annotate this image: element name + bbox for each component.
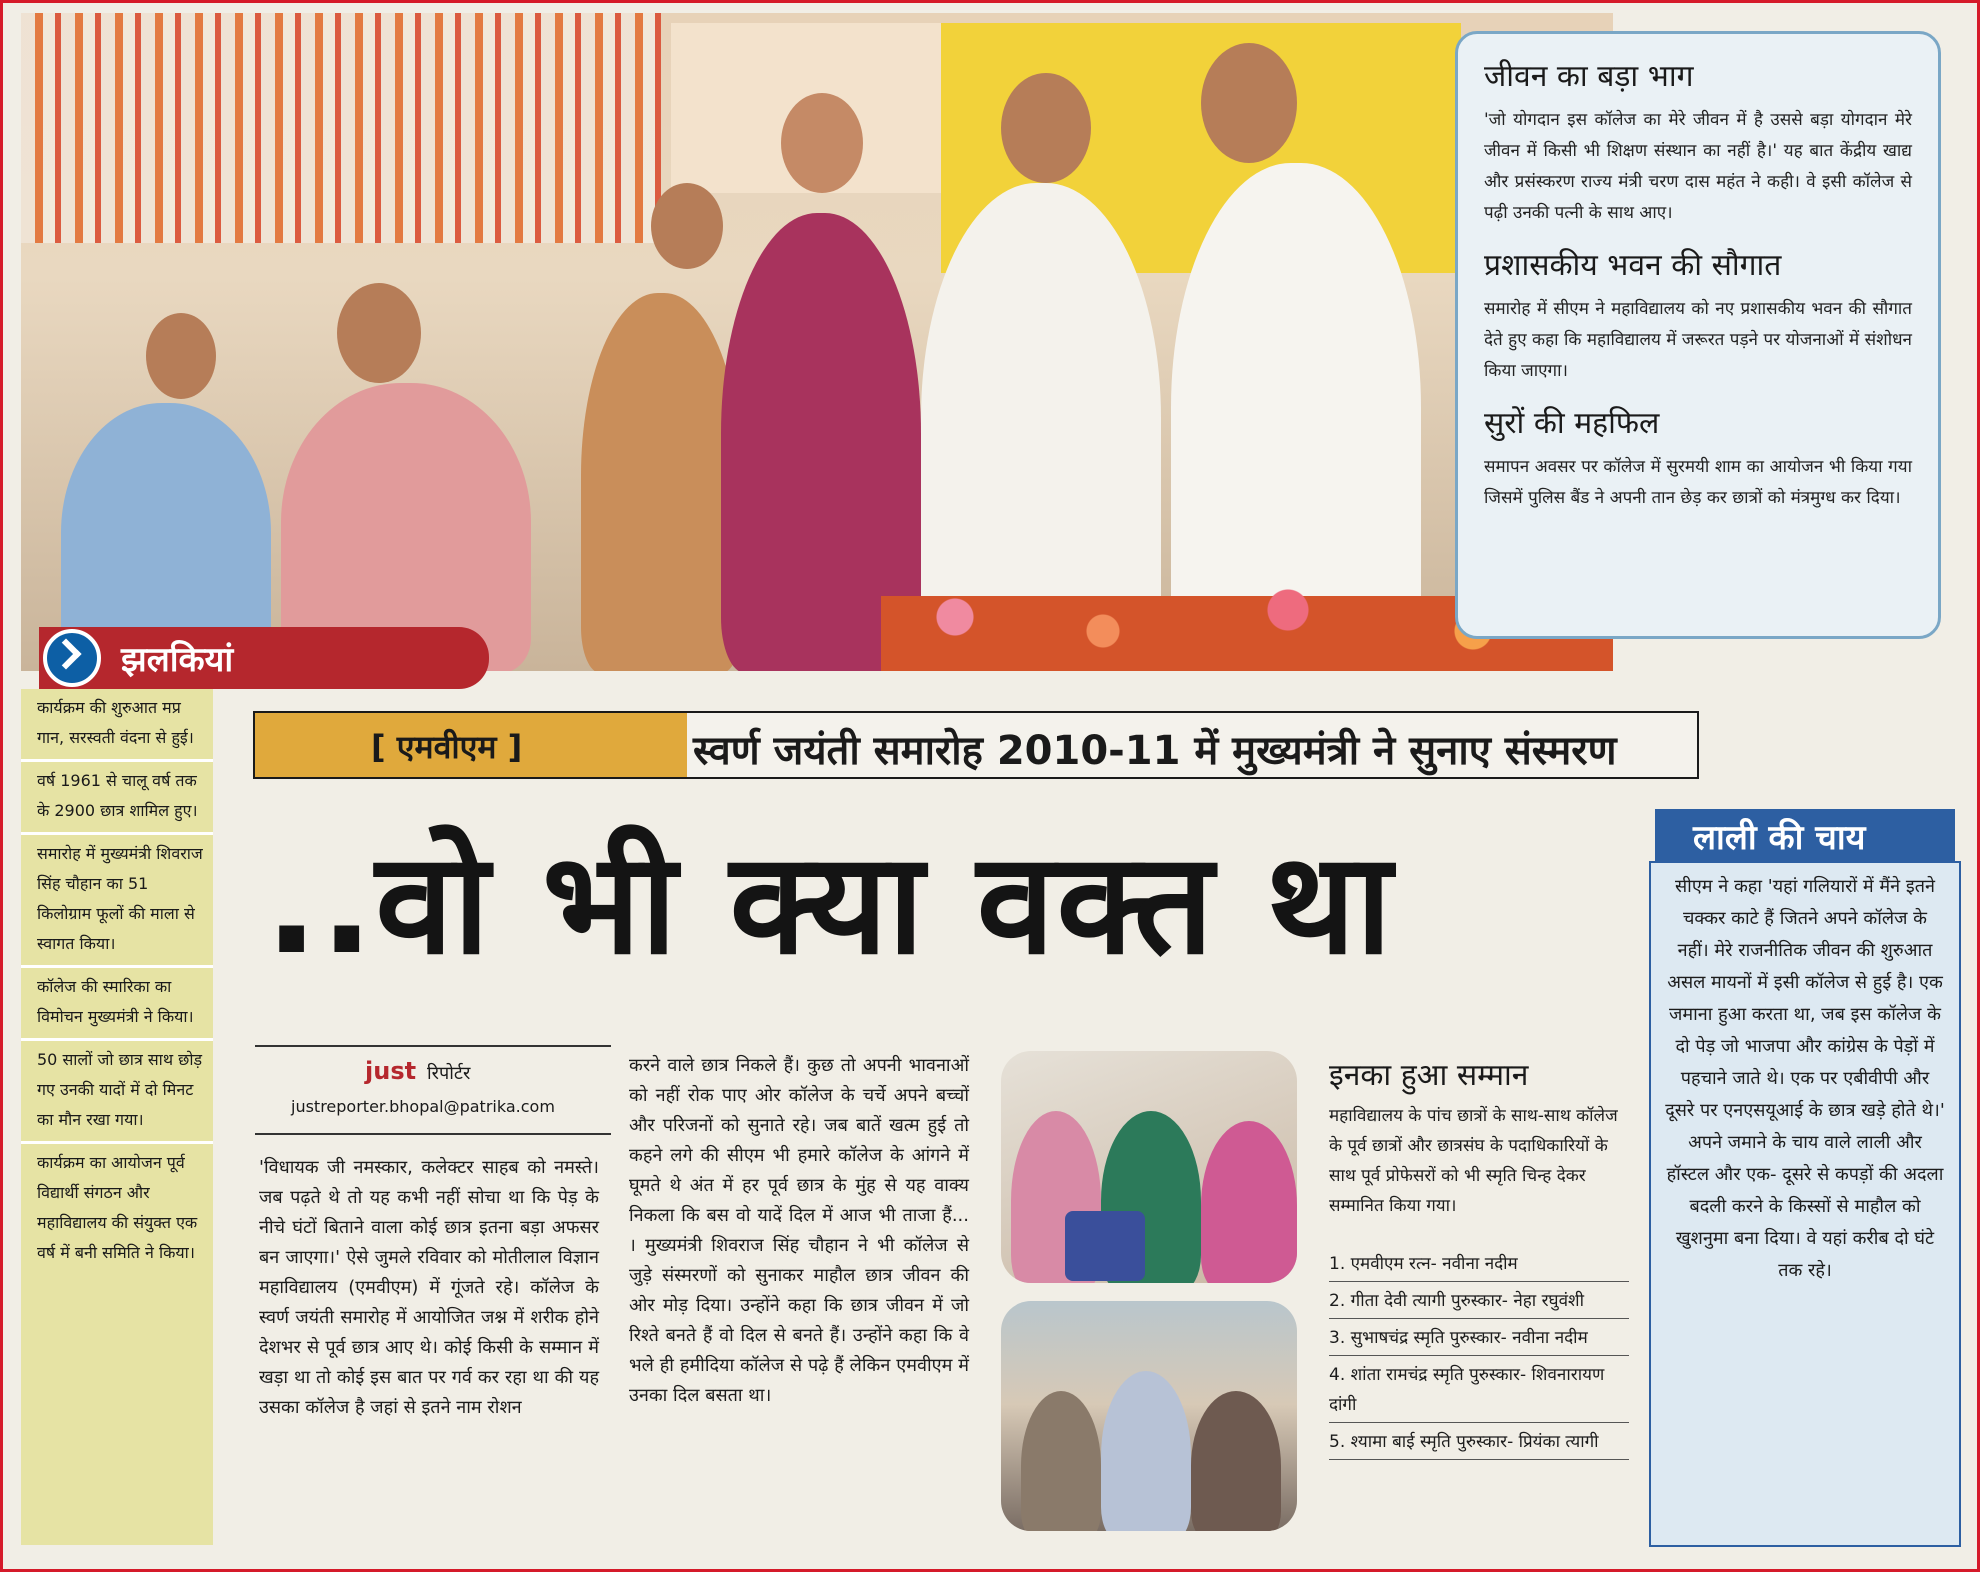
sidebar-box [1455, 31, 1941, 639]
honours-list-item: 3. सुभाषचंद्र स्मृति पुरुस्कार- नवीना नदीम [1329, 1323, 1629, 1356]
highlights-column [21, 689, 213, 1545]
decorative-curtain [21, 13, 661, 243]
headline: ..वो भी क्या वक्त था [265, 823, 1394, 986]
honours-intro: महाविद्यालय के पांच छात्रों के साथ-साथ कॉलेज के पूर्व छात्रों और छात्रसंघ के पदाधिकारियों के साथ पूर्व प्रोफेसरों को भी स्मृति चिन्ह देकर सम्मानित किया गया। [1329, 1106, 1618, 1216]
lali-title: लाली की चाय [1693, 818, 1866, 858]
sidebar-heading-2: प्रशासकीय भवन की सौगात [1484, 248, 1782, 283]
sidebar-text-2: समारोह में सीएम ने महाविद्यालय को नए प्रशासकीय भवन की सौगात देते हुए कहा कि महाविद्यालय में जरूरत पड़ने पर योजनाओं में संशोधन किया जाएगा। [1484, 299, 1912, 381]
honours-title: इनका हुआ सम्मान [1329, 1058, 1529, 1093]
lali-text: सीएम ने कहा 'यहां गलियारों में मैंने इतने चक्कर काटे हैं जितने अपने कॉलेज के नहीं। मेरे राजनीतिक जीवन की शुरुआत असल मायनों में इसी कॉलेज से हुई है। एक जमाना हुआ करता था, जब इस कॉलेज के दो पेड़ जो भाजपा और कांग्रेस के पेड़ों में पहचाने जाते थे। एक पर एबीवीपी और दूसरे पर एनएसयूआई के छात्र खड़े होते थे।' अपने जमाने के चाय वाले लाली और हॉस्टल और एक- दूसरे से कपड़ों की अदला बदली करने के किस्सों से माहौल को खुशनुमा बना दिया। वे यहां करीब दो घंटे तक रहे। [1649, 861, 1961, 1547]
highlight-item: 50 सालों जो छात्र साथ छोड़ गए उनकी यादों में दो मिनट का मौन रखा गया। [21, 1041, 213, 1144]
ceremony-photo [21, 13, 1613, 671]
highlight-item: वर्ष 1961 से चालू वर्ष तक के 2900 छात्र शामिल हुए। [21, 762, 213, 835]
honours-list-item: 2. गीता देवी त्यागी पुरुस्कार- नेहा रघुवंशी [1329, 1286, 1629, 1319]
sidebar-heading-3: सुरों की महफिल [1484, 406, 1660, 441]
honours-list-item: 1. एमवीएम रत्न- नवीना नदीम [1329, 1249, 1629, 1282]
highlight-item: कॉलेज की स्मारिका का विमोचन मुख्यमंत्री ने किया। [21, 968, 213, 1041]
byline-role: रिपोर्टर [427, 1063, 471, 1084]
byline-email[interactable]: justreporter.bhopal@patrika.com [291, 1097, 555, 1116]
highlight-item: कार्यक्रम का आयोजन पूर्व विद्यार्थी संगठन और महाविद्यालय की संयुक्त एक वर्ष में बनी समिति ने किया। [37, 1153, 198, 1262]
honours-list-item: 4. शांता रामचंद्र स्मृति पुरुस्कार- शिवनारायण दांगी [1329, 1360, 1629, 1423]
section-tag-label: [ एमवीएम ] [371, 728, 523, 766]
byline-brand: just [365, 1057, 417, 1085]
sidebar-text-1: 'जो योगदान इस कॉलेज का मेरे जीवन में है उससे बड़ा योगदान मेरे जीवन में किसी भी शिक्षण संस्थान का नहीं है।' यह बात केंद्रीय खाद्य और प्रसंस्करण राज्य मंत्री चरण दास महंत ने कही। वे इसी कॉलेज से पढ़ी उनकी पत्नी के साथ आए। [1484, 110, 1912, 223]
sidebar-heading-1: जीवन का बड़ा भाग [1484, 59, 1694, 94]
subheadline: स्वर्ण जयंती समारोह 2010-11 में मुख्यमंत्री ने सुनाए संस्मरण [693, 728, 1617, 774]
sidebar-text-3: समापन अवसर पर कॉलेज में सुरमयी शाम का आयोजन भी किया गया जिसमें पुलिस बैंड ने अपनी तान छेड़ कर छात्रों को मंत्रमुग्ध कर दिया। [1484, 457, 1912, 508]
honours-list-item: 5. श्यामा बाई स्मृति पुरुस्कार- प्रियंका त्यागी [1329, 1427, 1629, 1460]
highlight-item: कार्यक्रम की शुरुआत मप्र गान, सरस्वती वंदना से हुई। [21, 689, 213, 762]
article-column-1: 'विधायक जी नमस्कार, कलेक्टर साहब को नमस्ते। जब पढ़ते थे तो यह कभी नहीं सोचा था कि पेड़ के नीचे घंटों बिताने वाला कोई छात्र इतना बड़ा अफसर बन जाएगा।' ऐसे जुमले रविवार को मोतीलाल विज्ञान महाविद्यालय (एमवीएम) में गूंजते रहे। कॉलेज के स्वर्ण जयंती समारोह में आयोजित जश्न में शरीक होने देशभर से पूर्व छात्र आए थे। कोई किसी के सम्मान में खड़ा था तो कोई इस बात पर गर्व कर रहा था की यह उसका कॉलेज है जहां से इतने नाम रोशन [259, 1157, 599, 1418]
byline-rule [255, 1045, 611, 1047]
alumni-photo-2 [1001, 1301, 1297, 1531]
honours-list [1329, 1249, 1629, 1464]
highlight-item: समारोह में मुख्यमंत्री शिवराज सिंह चौहान का 51 किलोग्राम फूलों की माला से स्वागत किया। [21, 835, 213, 968]
alumni-photo-1 [1001, 1051, 1297, 1283]
highlights-label: झलकियां [121, 640, 234, 680]
article-column-2: करने वाले छात्र निकले हैं। कुछ तो अपनी भावनाओं को नहीं रोक पाए ओर कॉलेज के चर्चे अपने बच्चों और परिजनों को सुनाते रहे। जब बातें खत्म हुई तो कहने लगे की सीएम भी हमारे कॉलेज के आंगने में घूमते थे अंत में हर पूर्व छात्र के मुंह से यह वाक्य निकला कि बस वो यादें दिल में आज भी ताजा हैं... । मुख्यमंत्री शिवराज सिंह चौहान ने भी कॉलेज से जुड़े संस्मरणों को सुनाकर माहौल छात्र जीवन की ओर मोड़ दिया। उन्होंने कहा कि छात्र जीवन में जो रिश्ते बनते हैं वो दिल से बनते हैं। उन्होंने कहा कि वे भले ही हमीदिया कॉलेज से पढ़े हैं लेकिन एमवीएम में उनका दिल बसता था। [629, 1055, 969, 1406]
byline-rule [255, 1133, 611, 1135]
highlights-tab [39, 627, 489, 689]
